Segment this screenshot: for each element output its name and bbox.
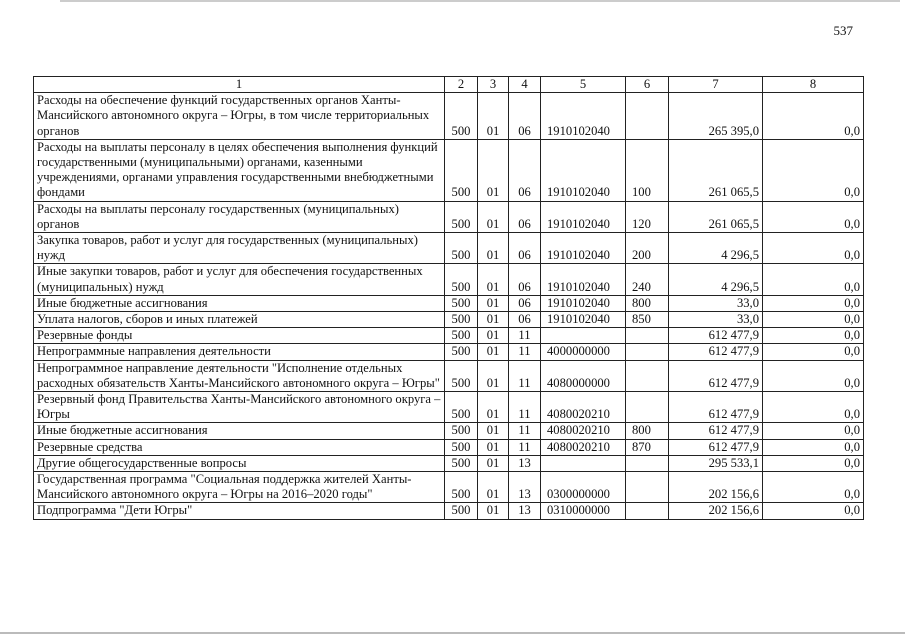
row-expense-type-cell [626, 472, 669, 503]
table-row [34, 233, 864, 264]
row-podrazdel-cell: 06 [509, 93, 541, 140]
row-razdel-cell: 01 [478, 344, 509, 360]
table-row [34, 295, 864, 311]
table-row [34, 360, 864, 391]
row-amount-cell: 4 296,5 [669, 264, 763, 295]
row-target-code-cell: 4080000000 [541, 360, 626, 391]
row-glava-cell: 500 [445, 472, 478, 503]
row-name-cell: Иные закупки товаров, работ и услуг для обеспечения государственных (муниципальных) нужд [34, 264, 445, 295]
row-col8-cell: 0,0 [763, 455, 864, 471]
scan-top-edge [60, 0, 900, 2]
row-amount-cell: 33,0 [669, 312, 763, 328]
row-name-cell: Подпрограмма "Дети Югры" [34, 503, 445, 519]
table-row [34, 503, 864, 519]
row-col8-cell: 0,0 [763, 295, 864, 311]
row-podrazdel-cell: 11 [509, 344, 541, 360]
row-col8-cell: 0,0 [763, 423, 864, 439]
row-col8-cell: 0,0 [763, 439, 864, 455]
row-podrazdel-cell: 11 [509, 392, 541, 423]
budget-table [33, 76, 864, 520]
header-cell: 2 [445, 77, 478, 93]
row-name-cell: Расходы на выплаты персоналу в целях обеспечения выполнения функций государственными (муниципальными) органами, казенными учреждениями, органами управления государственными внебюджетными фондами [34, 139, 445, 201]
row-expense-type-cell: 800 [626, 295, 669, 311]
page-number: 537 [833, 23, 853, 38]
row-amount-cell: 612 477,9 [669, 423, 763, 439]
row-razdel-cell: 01 [478, 455, 509, 471]
table-row [34, 344, 864, 360]
row-podrazdel-cell: 06 [509, 264, 541, 295]
row-name-cell: Резервные фонды [34, 328, 445, 344]
row-glava-cell: 500 [445, 264, 478, 295]
row-expense-type-cell: 100 [626, 139, 669, 201]
row-target-code-cell: 4080020210 [541, 392, 626, 423]
row-glava-cell: 500 [445, 344, 478, 360]
row-razdel-cell: 01 [478, 360, 509, 391]
header-cell: 7 [669, 77, 763, 93]
row-glava-cell: 500 [445, 312, 478, 328]
row-expense-type-cell [626, 93, 669, 140]
row-expense-type-cell [626, 344, 669, 360]
row-name-cell: Непрограммное направление деятельности "Исполнение отдельных расходных обязательств Ханты-Мансийского автономного округа – Югры" [34, 360, 445, 391]
row-razdel-cell: 01 [478, 93, 509, 140]
table-row [34, 472, 864, 503]
table-header-row [34, 77, 864, 93]
row-amount-cell: 33,0 [669, 295, 763, 311]
row-razdel-cell: 01 [478, 423, 509, 439]
row-name-cell: Иные бюджетные ассигнования [34, 295, 445, 311]
table-row [34, 328, 864, 344]
row-target-code-cell: 1910102040 [541, 139, 626, 201]
row-amount-cell: 612 477,9 [669, 360, 763, 391]
row-col8-cell: 0,0 [763, 93, 864, 140]
row-amount-cell: 612 477,9 [669, 439, 763, 455]
row-col8-cell: 0,0 [763, 312, 864, 328]
row-podrazdel-cell: 11 [509, 423, 541, 439]
row-podrazdel-cell: 06 [509, 233, 541, 264]
row-podrazdel-cell: 13 [509, 472, 541, 503]
header-cell: 5 [541, 77, 626, 93]
row-podrazdel-cell: 13 [509, 455, 541, 471]
row-expense-type-cell: 120 [626, 201, 669, 232]
row-podrazdel-cell: 13 [509, 503, 541, 519]
row-target-code-cell: 1910102040 [541, 233, 626, 264]
table-row [34, 312, 864, 328]
row-razdel-cell: 01 [478, 139, 509, 201]
row-expense-type-cell [626, 328, 669, 344]
row-glava-cell: 500 [445, 503, 478, 519]
row-target-code-cell [541, 455, 626, 471]
row-glava-cell: 500 [445, 139, 478, 201]
row-amount-cell: 261 065,5 [669, 201, 763, 232]
row-podrazdel-cell: 11 [509, 360, 541, 391]
row-target-code-cell [541, 328, 626, 344]
row-name-cell: Резервный фонд Правительства Ханты-Мансийского автономного округа – Югры [34, 392, 445, 423]
row-target-code-cell: 0300000000 [541, 472, 626, 503]
row-glava-cell: 500 [445, 439, 478, 455]
row-razdel-cell: 01 [478, 472, 509, 503]
row-podrazdel-cell: 06 [509, 295, 541, 311]
row-amount-cell: 265 395,0 [669, 93, 763, 140]
scan-bottom-edge [0, 632, 905, 634]
table-row [34, 139, 864, 201]
row-razdel-cell: 01 [478, 312, 509, 328]
row-razdel-cell: 01 [478, 503, 509, 519]
row-col8-cell: 0,0 [763, 392, 864, 423]
row-name-cell: Иные бюджетные ассигнования [34, 423, 445, 439]
row-amount-cell: 202 156,6 [669, 472, 763, 503]
row-glava-cell: 500 [445, 233, 478, 264]
row-glava-cell: 500 [445, 360, 478, 391]
row-target-code-cell: 1910102040 [541, 312, 626, 328]
row-expense-type-cell [626, 503, 669, 519]
row-target-code-cell: 1910102040 [541, 201, 626, 232]
row-razdel-cell: 01 [478, 264, 509, 295]
row-podrazdel-cell: 06 [509, 201, 541, 232]
row-name-cell: Расходы на выплаты персоналу государственных (муниципальных) органов [34, 201, 445, 232]
row-razdel-cell: 01 [478, 439, 509, 455]
row-target-code-cell: 1910102040 [541, 93, 626, 140]
row-target-code-cell: 0310000000 [541, 503, 626, 519]
row-amount-cell: 612 477,9 [669, 328, 763, 344]
row-expense-type-cell [626, 360, 669, 391]
row-col8-cell: 0,0 [763, 328, 864, 344]
row-amount-cell: 4 296,5 [669, 233, 763, 264]
row-col8-cell: 0,0 [763, 201, 864, 232]
row-expense-type-cell: 200 [626, 233, 669, 264]
row-podrazdel-cell: 06 [509, 139, 541, 201]
header-cell: 8 [763, 77, 864, 93]
row-glava-cell: 500 [445, 328, 478, 344]
row-glava-cell: 500 [445, 455, 478, 471]
row-amount-cell: 612 477,9 [669, 392, 763, 423]
row-amount-cell: 202 156,6 [669, 503, 763, 519]
row-name-cell: Уплата налогов, сборов и иных платежей [34, 312, 445, 328]
row-glava-cell: 500 [445, 392, 478, 423]
row-razdel-cell: 01 [478, 295, 509, 311]
row-name-cell: Резервные средства [34, 439, 445, 455]
row-expense-type-cell [626, 392, 669, 423]
row-name-cell: Непрограммные направления деятельности [34, 344, 445, 360]
row-target-code-cell: 4080020210 [541, 423, 626, 439]
row-glava-cell: 500 [445, 93, 478, 140]
table-row [34, 392, 864, 423]
row-glava-cell: 500 [445, 423, 478, 439]
row-razdel-cell: 01 [478, 233, 509, 264]
row-col8-cell: 0,0 [763, 233, 864, 264]
row-amount-cell: 261 065,5 [669, 139, 763, 201]
header-cell: 1 [34, 77, 445, 93]
row-name-cell: Государственная программа "Социальная поддержка жителей Ханты-Мансийского автономного округа – Югры на 2016–2020 годы" [34, 472, 445, 503]
row-col8-cell: 0,0 [763, 344, 864, 360]
row-razdel-cell: 01 [478, 392, 509, 423]
row-razdel-cell: 01 [478, 328, 509, 344]
row-name-cell: Расходы на обеспечение функций государственных органов Ханты-Мансийского автономного округа – Югры, в том числе территориальных органов [34, 93, 445, 140]
table-row [34, 455, 864, 471]
row-col8-cell: 0,0 [763, 139, 864, 201]
table-row [34, 439, 864, 455]
table-row [34, 264, 864, 295]
row-col8-cell: 0,0 [763, 472, 864, 503]
row-podrazdel-cell: 11 [509, 439, 541, 455]
table-row [34, 201, 864, 232]
row-target-code-cell: 1910102040 [541, 295, 626, 311]
row-razdel-cell: 01 [478, 201, 509, 232]
row-name-cell: Другие общегосударственные вопросы [34, 455, 445, 471]
header-cell: 6 [626, 77, 669, 93]
row-expense-type-cell [626, 455, 669, 471]
row-amount-cell: 295 533,1 [669, 455, 763, 471]
row-glava-cell: 500 [445, 295, 478, 311]
row-expense-type-cell: 240 [626, 264, 669, 295]
table-row [34, 93, 864, 140]
row-target-code-cell: 4000000000 [541, 344, 626, 360]
row-col8-cell: 0,0 [763, 264, 864, 295]
row-expense-type-cell: 870 [626, 439, 669, 455]
row-target-code-cell: 4080020210 [541, 439, 626, 455]
row-podrazdel-cell: 06 [509, 312, 541, 328]
row-glava-cell: 500 [445, 201, 478, 232]
row-podrazdel-cell: 11 [509, 328, 541, 344]
row-col8-cell: 0,0 [763, 503, 864, 519]
row-amount-cell: 612 477,9 [669, 344, 763, 360]
header-cell: 3 [478, 77, 509, 93]
row-name-cell: Закупка товаров, работ и услуг для государственных (муниципальных) нужд [34, 233, 445, 264]
row-col8-cell: 0,0 [763, 360, 864, 391]
table-row [34, 423, 864, 439]
row-expense-type-cell: 850 [626, 312, 669, 328]
header-cell: 4 [509, 77, 541, 93]
row-expense-type-cell: 800 [626, 423, 669, 439]
row-target-code-cell: 1910102040 [541, 264, 626, 295]
